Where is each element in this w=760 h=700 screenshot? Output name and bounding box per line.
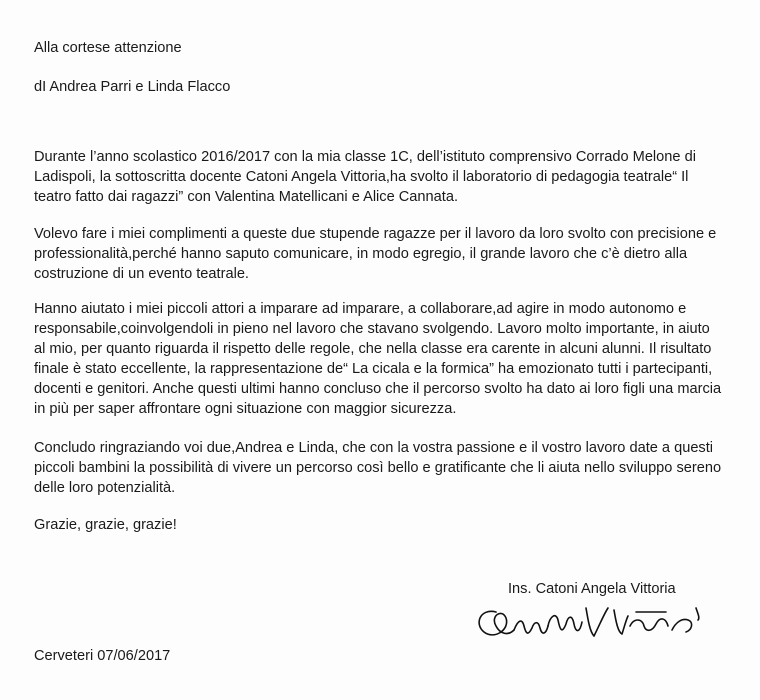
paragraph-line: in più per saper affrontare ogni situazione con maggior sicurezza. — [34, 401, 457, 417]
paragraph-3 — [34, 299, 734, 419]
paragraph-line: responsabile,coinvolgendoli in pieno nel lavoro che stavano svolgendo. Lavoro molto importante, in aiuto — [34, 321, 710, 337]
paragraph-line: docenti e genitori. Anche questi ultimi hanno concluso che il percorso svolto ha dato ai loro figli una marcia — [34, 381, 722, 397]
paragraph-line: delle loro potenzialità. — [34, 480, 176, 496]
paragraph-line: Concludo ringraziando voi due,Andrea e Linda, che con la vostra passione e il vostro lavoro date a questi — [34, 440, 714, 456]
closing-line: Grazie, grazie, grazie! — [34, 517, 177, 533]
paragraph-2 — [34, 224, 734, 284]
paragraph-line: al mio, per quanto riguarda il rispetto delle regole, che nella classe era carente in alcuni alunni. Il risultato — [34, 341, 712, 357]
paragraph-1 — [34, 147, 734, 207]
paragraph-line: Hanno aiutato i miei piccoli attori a imparare ad imparare, a collaborare,ad agire in modo autonomo e — [34, 301, 687, 317]
place-date: Cerveteri 07/06/2017 — [34, 648, 171, 664]
paragraph-line: costruzione di un evento teatrale. — [34, 266, 249, 282]
salutation-line-1: Alla cortese attenzione — [34, 40, 182, 56]
paragraph-line: piccoli bambini la possibilità di vivere un percorso così bello e gratificante che li aiuta nello sviluppo sereno — [34, 460, 722, 476]
paragraph-4 — [34, 438, 734, 498]
handwritten-signature-icon — [466, 590, 726, 650]
salutation-line-2: dI Andrea Parri e Linda Flacco — [34, 79, 231, 95]
paragraph-line: teatro fatto dai ragazzi” con Valentina Matellicani e Alice Cannata. — [34, 189, 459, 205]
signatory-name: Ins. Catoni Angela Vittoria — [508, 581, 676, 597]
paragraph-line: Volevo fare i miei complimenti a queste due stupende ragazze per il lavoro da loro svolto con precisione e — [34, 226, 717, 242]
paragraph-line: Ladispoli, la sottoscritta docente Catoni Angela Vittoria,ha svolto il laboratorio di pedagogia teatrale“ Il — [34, 169, 689, 185]
paragraph-line: professionalità,perché hanno saputo comunicare, in modo egregio, il grande lavoro che c’è dietro alla — [34, 246, 688, 262]
paragraph-line: Durante l’anno scolastico 2016/2017 con la mia classe 1C, dell’istituto comprensivo Corrado Melone di — [34, 149, 696, 165]
paragraph-line: finale è stato eccellente, la rappresentazione de“ La cicala e la formica” ha emozionato tutti i partecipanti, — [34, 361, 713, 377]
